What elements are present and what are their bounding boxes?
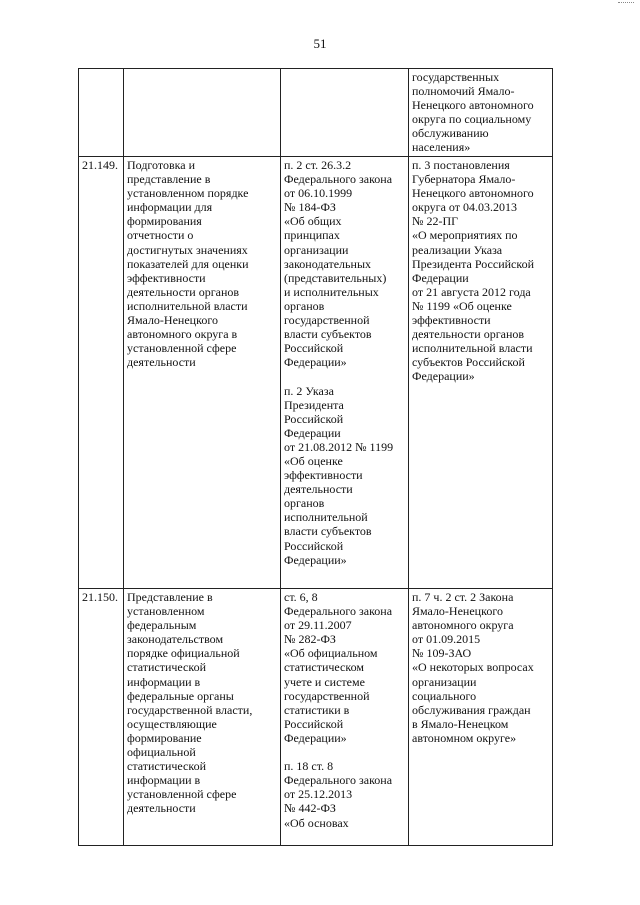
cell-line: № 1199 «Об оценке (412, 298, 512, 313)
cell-line: от 25.12.2013 (284, 787, 353, 802)
cell-line: эффективности (284, 468, 363, 483)
cell-line: деятельности (127, 801, 196, 816)
table-row (79, 589, 553, 846)
cell-line: порядке официальной (127, 646, 240, 661)
cell-line: от 01.09.2015 (412, 632, 481, 647)
cell-line: организации (412, 674, 477, 689)
cell-line: и исполнительных (284, 284, 379, 299)
row-number-cell (79, 69, 124, 157)
cell-line: от 21 августа 2012 года (412, 284, 531, 299)
page-number: 51 (313, 36, 327, 51)
cell-line: № 22-ПГ (412, 214, 459, 229)
row-number-cell (79, 157, 124, 589)
cell-line: округа по социальному (412, 112, 532, 127)
cell-line: учете и системе (284, 674, 365, 689)
cell-line: (представительных) (284, 270, 387, 285)
cell-line: формирование (127, 730, 202, 745)
cell-line: субъектов Российской (412, 355, 525, 370)
cell-line: п. 7 ч. 2 ст. 2 Закона (412, 590, 514, 604)
cell-line: Федерации» (412, 369, 475, 384)
cell-line: Губернатора Ямало- (412, 172, 516, 187)
cell-line: «Об официальном (284, 646, 378, 661)
cell-line: установленном (127, 604, 205, 619)
cell-line: автономного округа (412, 618, 514, 633)
cell-line: органов (284, 496, 325, 511)
cell-line: Президента (284, 397, 344, 412)
cell-line: федеральные органы (127, 688, 234, 703)
cell-line: «Об оценке (284, 453, 343, 468)
cell-line: информации для (127, 200, 213, 215)
cell-line: «Об общих (284, 214, 342, 229)
cell-line: федеральным (127, 618, 197, 633)
federal-basis-cell (281, 589, 409, 846)
cell-line: Российской (284, 341, 344, 356)
cell-line: Федерального закона (284, 172, 393, 187)
power-name-cell (124, 69, 281, 157)
federal-basis-cell (281, 69, 409, 157)
cell-line: Российской (284, 411, 344, 426)
legal-basis-table (78, 68, 553, 846)
cell-line: представление в (127, 172, 211, 187)
cell-line: статистики в (284, 702, 350, 717)
scan-corner-mark (618, 2, 634, 7)
cell-line: Российской (284, 538, 344, 553)
cell-line (284, 745, 405, 759)
cell-line: п. 2 Указа (284, 383, 334, 398)
cell-line: статистическом (284, 660, 364, 675)
cell-line: п. 18 ст. 8 (284, 759, 334, 774)
cell-line: «Об основах (284, 815, 349, 830)
regional-basis-cell (409, 157, 553, 589)
cell-line: формирования (127, 214, 202, 229)
cell-line: обслуживания граждан (412, 702, 531, 717)
cell-line: законодательных (284, 256, 371, 271)
cell-line: Федерации (284, 425, 341, 440)
cell-line: автономном округе» (412, 730, 517, 745)
cell-line: от 29.11.2007 (284, 618, 352, 633)
federal-basis-cell (281, 157, 409, 589)
cell-line: Ямало-Ненецкого (127, 313, 218, 328)
cell-line: отчетности о (127, 228, 194, 243)
cell-line: установленной сфере (127, 341, 237, 356)
cell-line: информации в (127, 773, 201, 788)
cell-line: деятельности (284, 482, 353, 497)
table-row (79, 157, 553, 589)
cell-line: «О некоторых вопросах (412, 660, 534, 675)
power-name-cell (124, 157, 281, 589)
cell-line: законодательством (127, 632, 224, 647)
cell-line: Президента Российской (412, 256, 535, 271)
table-row (79, 69, 553, 157)
cell-line: эффективности (127, 270, 206, 285)
cell-line: от 21.08.2012 № 1199 (284, 439, 394, 454)
cell-line: статистической (127, 660, 207, 675)
cell-line: исполнительной (284, 510, 368, 525)
cell-line: Федерации» (284, 355, 347, 370)
regional-basis-cell (409, 69, 553, 157)
power-name-cell (124, 589, 281, 846)
cell-line: «О мероприятиях по (412, 228, 518, 243)
cell-line: государственной власти, (127, 702, 253, 717)
cell-line: № 282-ФЗ (284, 632, 336, 647)
cell-line: исполнительной власти (412, 341, 533, 356)
cell-line: осуществляющие (127, 716, 217, 731)
cell-line: власти субъектов (284, 524, 372, 539)
cell-line: в Ямало-Ненецком (412, 716, 509, 731)
cell-line: Федерации» (284, 552, 347, 567)
cell-line: п. 2 ст. 26.3.2 (284, 158, 352, 172)
cell-line: полномочий Ямало- (412, 84, 515, 99)
cell-line: Российской (284, 716, 344, 731)
cell-line: реализации Указа (412, 242, 503, 257)
cell-line: Подготовка и (127, 158, 196, 172)
cell-line: деятельности органов (127, 284, 240, 299)
cell-line: эффективности (412, 313, 491, 328)
cell-line: власти субъектов (284, 327, 372, 342)
cell-line: обслуживанию (412, 126, 489, 141)
cell-line (284, 369, 405, 383)
cell-line: Федерального закона (284, 773, 393, 788)
row-number: 21.149. (82, 158, 118, 172)
cell-line: показателей для оценки (127, 256, 249, 271)
cell-line: установленном порядке (127, 186, 249, 201)
cell-line: статистической (127, 759, 207, 774)
cell-line: Ямало-Ненецкого (412, 604, 503, 619)
cell-line: автономного округа в (127, 327, 238, 342)
cell-line: Ненецкого автономного (412, 98, 534, 113)
cell-line: № 184-ФЗ (284, 200, 336, 215)
cell-line: деятельности (127, 355, 196, 370)
cell-line: округа от 04.03.2013 (412, 200, 518, 215)
cell-line: организации (284, 242, 349, 257)
cell-line: № 109-ЗАО (412, 646, 472, 661)
cell-line: Федерации» (284, 730, 347, 745)
cell-line: государственных (412, 70, 500, 84)
row-number: 21.150. (82, 590, 118, 604)
cell-line: принципах (284, 228, 340, 243)
cell-line: ст. 6, 8 (284, 590, 318, 604)
row-number-cell (79, 589, 124, 846)
regional-basis-cell (409, 589, 553, 846)
cell-line: Федерации (412, 270, 469, 285)
cell-line: государственной (284, 688, 370, 703)
cell-line: установленной сфере (127, 787, 237, 802)
cell-line: Ненецкого автономного (412, 186, 534, 201)
cell-line: достигнутых значениях (127, 242, 248, 257)
cell-line: населения» (412, 140, 471, 155)
cell-line: государственной (284, 313, 370, 328)
cell-line: Представление в (127, 590, 213, 604)
cell-line: от 06.10.1999 (284, 186, 353, 201)
cell-line: п. 3 постановления (412, 158, 510, 172)
cell-line: социального (412, 688, 477, 703)
cell-line: официальной (127, 745, 196, 760)
cell-line: информации в (127, 674, 201, 689)
cell-line: исполнительной власти (127, 298, 248, 313)
cell-line: деятельности органов (412, 327, 525, 342)
cell-line: органов (284, 298, 325, 313)
cell-line: Федерального закона (284, 604, 393, 619)
cell-line: № 442-ФЗ (284, 801, 336, 816)
